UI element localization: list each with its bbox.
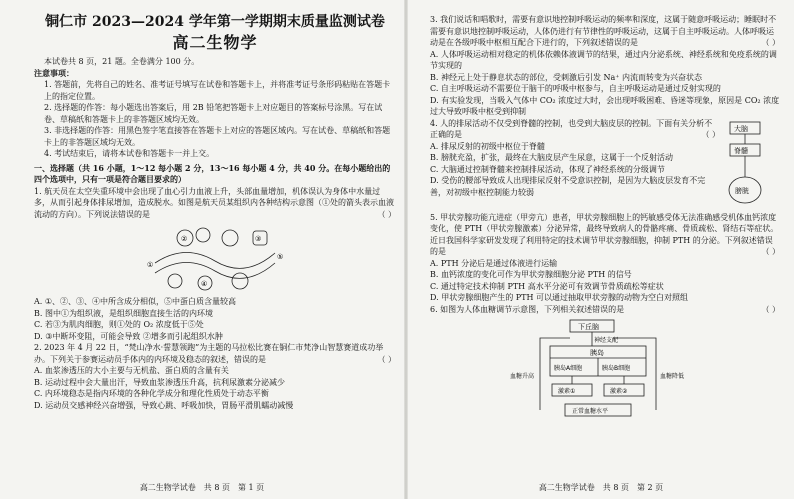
islet-label: 胰岛 <box>590 349 604 357</box>
label-4: ④ <box>201 280 208 288</box>
normal-glucose-label: 正常血糖水平 <box>572 408 609 415</box>
q2-stem: 2. 2023 年 4 月 22 日，“梵山净水·誓慧领跑”为主题的马拉松比赛在铜仁市梵净山智慧赛道成功举办。下列关于参赛运动员手体内的内环境及稳态的叙述，错误的是 （ ） <box>34 343 396 364</box>
q3-option-c: C. 自主呼吸运动不需要位于脑干的呼吸中枢参与，自主呼吸运动是通过反射实现的 <box>430 84 721 93</box>
note-3: 3. 非选择题的作答：用黑色签字笔直接答在答题卡上对应的答题区域内。写在试卷、草稿纸和答题卡上的非答题区域均无效。 <box>44 126 391 147</box>
q4-option-b: B. 膀胱充盈，扩张，最终在大脑皮层产生尿意，这属于一个反射活动 <box>430 153 673 162</box>
q3-option-b: B. 神经元上处于静息状态的部位，受刺激后引发 Na⁺ 内流而转变为兴奋状态 <box>430 72 703 82</box>
q5-stem: 5. 甲状旁腺功能亢进症（甲旁亢）患者，甲状旁腺细胞上的钙敏感受体无法准确感受机体血钙浓度变化，使 PTH（甲状旁腺激素）分泌异常，最终导致病人的骨骼疼痛、骨质疏松、肾结石等症状。近日我国科学家研发发现了利用特定的技术调节甲状旁腺细胞，抑制 PTH 的分泌。下列叙述错误的是 （ ） <box>430 212 780 256</box>
exam-title: 铜仁市 2023—2024 学年第一学期期末质量监测试卷 <box>45 14 385 30</box>
q3-option-d: D. 有实验发现，当吸入气体中 CO₂ 浓度过大时，会出现呼吸困难、昏迷等现象，原因是 CO₂ 浓度过大导致呼吸中枢受到抑制 <box>430 95 780 116</box>
nerve-diagram <box>720 118 780 212</box>
label-3: ③ <box>255 235 262 243</box>
q4-stem: 4. 人的排尿活动不仅受到脊髓的控制，也受到大脑皮层的控制。下面有关分析不正确的是 （ ） <box>430 118 720 139</box>
tissue-diagram <box>34 223 396 293</box>
hormone-a-label: 激素① <box>558 388 576 395</box>
q1-stem: 1. 航天员在太空失重环境中会出现了血心引力血液上升，头部血量增加，机体误认为身体中水量过多，从而引起身体排尿增加，造成脱水。如图是航天员某组织内各种结构示意图（①处的箭头表示血液流动的方向）。下列说法错误的是 （ ） <box>34 186 396 219</box>
cord-label: 脊髓 <box>734 146 748 155</box>
q1-option-b: B. 图中①为组织液，是组织细胞直接生活的内环境 <box>34 308 213 318</box>
q6-stem: 6. 如图为人体血糖调节示意图，下列相关叙述错误的是 （ ） <box>430 304 780 314</box>
hypothalamus-label: 下丘脑 <box>578 323 599 331</box>
q4-option-d: D. 受伤的腰部导致成人出现排尿反射不受意识控制，是因为大脑皮层发育不完善，对初级中枢控制能力较弱 <box>430 176 706 197</box>
q1-option-c: C. 若③为肌肉细胞，则①处的 O₂ 浓度低于⑤处 <box>34 320 204 329</box>
section-1-heading: 一、选择题（共 16 小题，1～12 每小题 2 分，13～16 每小题 4 分，共 40 分。在每小题给出的四个选项中，只有一项是符合题目要求的） <box>34 162 391 184</box>
bladder-label: 膀胱 <box>735 186 749 195</box>
q5-option-a: A. PTH 分泌后是通过体液进行运输 <box>430 258 558 268</box>
brain-label: 大脑 <box>734 124 748 133</box>
q5-option-b: B. 血钙浓度的变化可作为甲状旁腺细胞分泌 PTH 的信号 <box>430 270 632 279</box>
note-2: 2. 选择题的作答：每小题选出答案后，用 2B 铅笔把答题卡上对应题目的答案标号涂黑。写在试卷、草稿纸和答题卡上的非答题区域均无效。 <box>44 103 383 124</box>
page-2 <box>408 0 794 499</box>
q4-option-c: C. 大脑通过控制脊髓来控制排尿活动，体现了神经系统的分级调节 <box>430 164 665 174</box>
blood-glucose-diagram <box>430 318 780 418</box>
note-4: 4. 考试结束后，请将本试卷和答题卡一并上交。 <box>44 149 215 158</box>
page-2-footer: 高二生物学试卷 共 8 页 第 2 页 <box>538 483 664 492</box>
glucose-up-label: 血糖升高 <box>510 373 535 380</box>
beta-cell-label: 胰岛B细胞 <box>602 365 631 372</box>
q2-option-d: D. 运动员交感神经兴奋增强，导致心跳、呼吸加快，胃肠平滑肌蠕动减慢 <box>34 400 294 410</box>
alpha-cell-label: 胰岛A细胞 <box>554 365 583 372</box>
q2-option-b: B. 运动过程中会大量出汗，导致血浆渗透压升高，抗利尿激素分泌减少 <box>34 377 285 387</box>
q1-option-d: D. ③中断坏变阻，可能会导致 ②增多而引起组织水肿 <box>34 331 223 341</box>
q2-option-a: A. 血浆渗透压的大小主要与无机盐、蛋白质的含量有关 <box>34 366 229 375</box>
label-2: ② <box>181 235 188 243</box>
notes-heading: 注意事项： <box>34 67 74 78</box>
q5-option-c: C. 通过特定技术抑制 PTH 高水平分泌可有效调节骨质疏松等症状 <box>430 281 664 291</box>
q4-block <box>430 118 780 212</box>
glucose-down-label: 血糖降低 <box>660 373 685 380</box>
q1-option-a: A. ①、②、③、④中所含成分相似，⑤中蛋白质含量较高 <box>34 297 237 306</box>
q3-stem: 3. 我们说话和唱歌时，需要有意识地控制呼吸运动的频率和深度，这属于随意呼吸运动；睡眠时不需要有意识地控制呼吸运动，人体仍进行有节律性的呼吸运动，这属于自主呼吸运动。人体呼吸运动是在各级呼吸中枢相互配合下进行的，下列叙述错误的是 （ ） <box>430 15 780 47</box>
q3-option-a: A. 人体呼吸运动相对稳定的机体依赖体液调节的结果，通过内分泌系统、神经系统和免疫系统的调节实现的 <box>430 49 777 70</box>
exam-info: 本试卷共 8 页，21 题。全卷满分 100 分。 <box>44 57 200 66</box>
hormone-b-label: 激素② <box>610 388 628 395</box>
exam-subject: 高二生物学 <box>172 33 258 52</box>
q4-option-a: A. 排尿反射的初级中枢位于脊髓 <box>430 141 545 151</box>
q5-option-d: D. 甲状旁腺细胞产生的 PTH 可以通过抽取甲状旁腺的动物为空白对照组 <box>430 293 688 302</box>
page-1-footer: 高二生物学试卷 共 8 页 第 1 页 <box>139 483 265 492</box>
label-1: ① <box>147 261 154 269</box>
nerve-label: 神经支配 <box>594 337 619 344</box>
q2-option-c: C. 内环境稳态是指内环境的各种化学成分和理化性质处于动态平衡 <box>34 389 269 398</box>
note-1: 1. 答题前，先将自己的姓名、准考证号填写在试卷和答题卡上，并将准考证号条形码粘贴在答题卡上的指定位置。 <box>44 80 391 101</box>
label-5: ⑤ <box>277 253 284 261</box>
